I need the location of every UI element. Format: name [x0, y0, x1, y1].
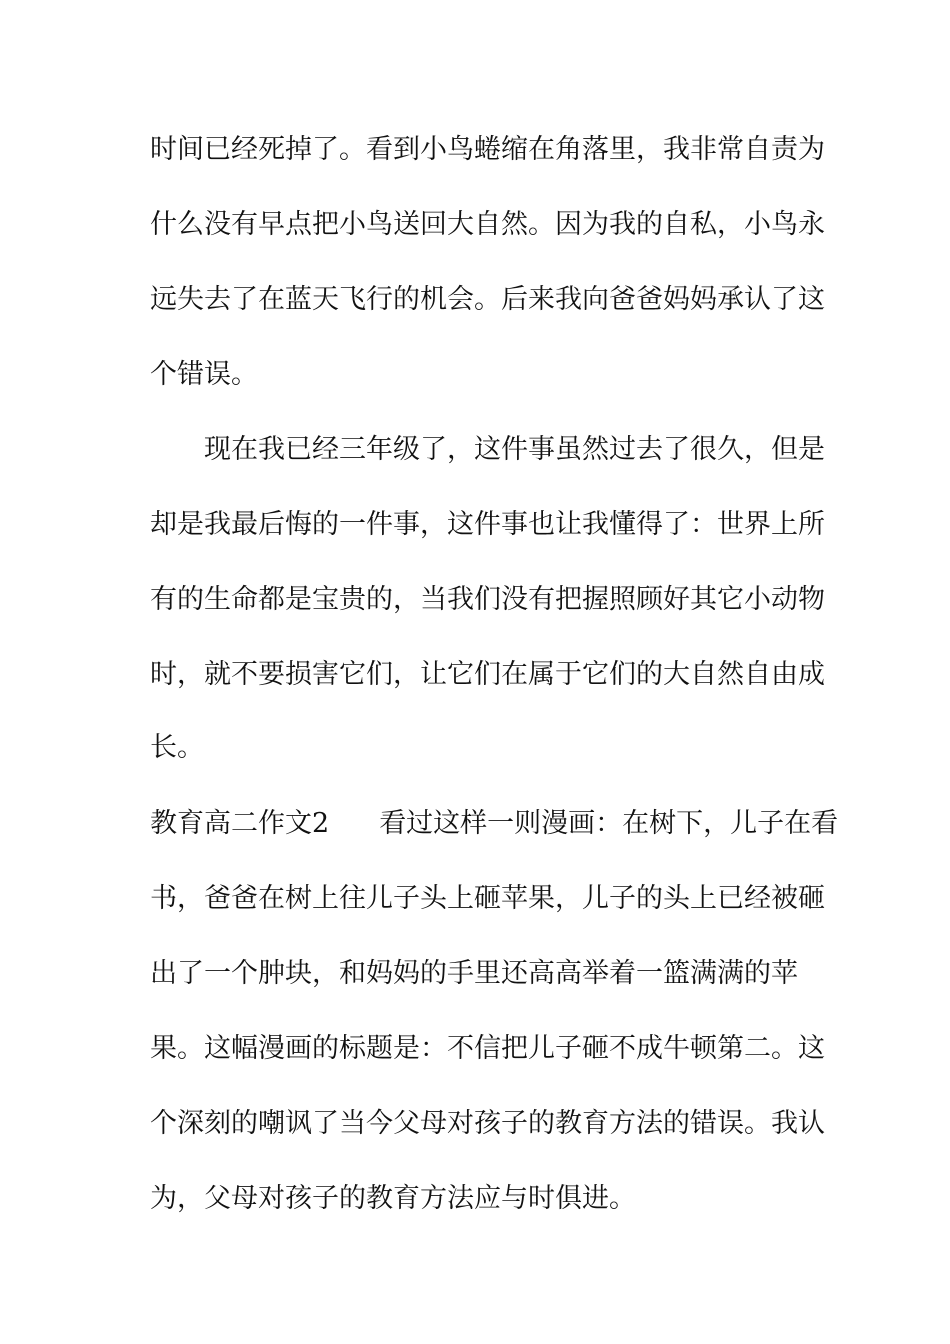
- text-line: 长。: [150, 732, 204, 763]
- text-line: 时间已经死掉了。看到小鸟蜷缩在角落里，我非常自责为: [150, 134, 825, 165]
- text-line: 时，就不要损害它们，让它们在属于它们的大自然自由成: [150, 659, 825, 690]
- text-line: 为，父母对孩子的教育方法应与时俱进。: [150, 1183, 636, 1214]
- section-heading-line: [150, 806, 838, 842]
- text-line: 现在我已经三年级了，这件事虽然过去了很久，但是: [150, 434, 825, 465]
- text-line: 什么没有早点把小鸟送回大自然。因为我的自私，小鸟永: [150, 209, 825, 240]
- text-line: 看过这样一则漫画：在树下，儿子在看: [379, 808, 839, 839]
- text-line: 出了一个肿块，和妈妈的手里还高高举着一篮满满的苹: [150, 958, 798, 989]
- text-line: 书，爸爸在树上往儿子头上砸苹果，儿子的头上已经被砸: [150, 883, 825, 914]
- text-line: 个错误。: [150, 359, 258, 390]
- text-line: 果。这幅漫画的标题是：不信把儿子砸不成牛顿第二。这: [150, 1033, 825, 1064]
- text-line: 个深刻的嘲讽了当今父母对孩子的教育方法的错误。我认: [150, 1108, 825, 1139]
- text-line: 有的生命都是宝贵的，当我们没有把握照顾好其它小动物: [150, 584, 825, 615]
- text-line: 远失去了在蓝天飞行的机会。后来我向爸爸妈妈承认了这: [150, 284, 825, 315]
- section-title: 教育高二作文2: [150, 808, 330, 839]
- text-line: 却是我最后悔的一件事，这件事也让我懂得了：世界上所: [150, 509, 825, 540]
